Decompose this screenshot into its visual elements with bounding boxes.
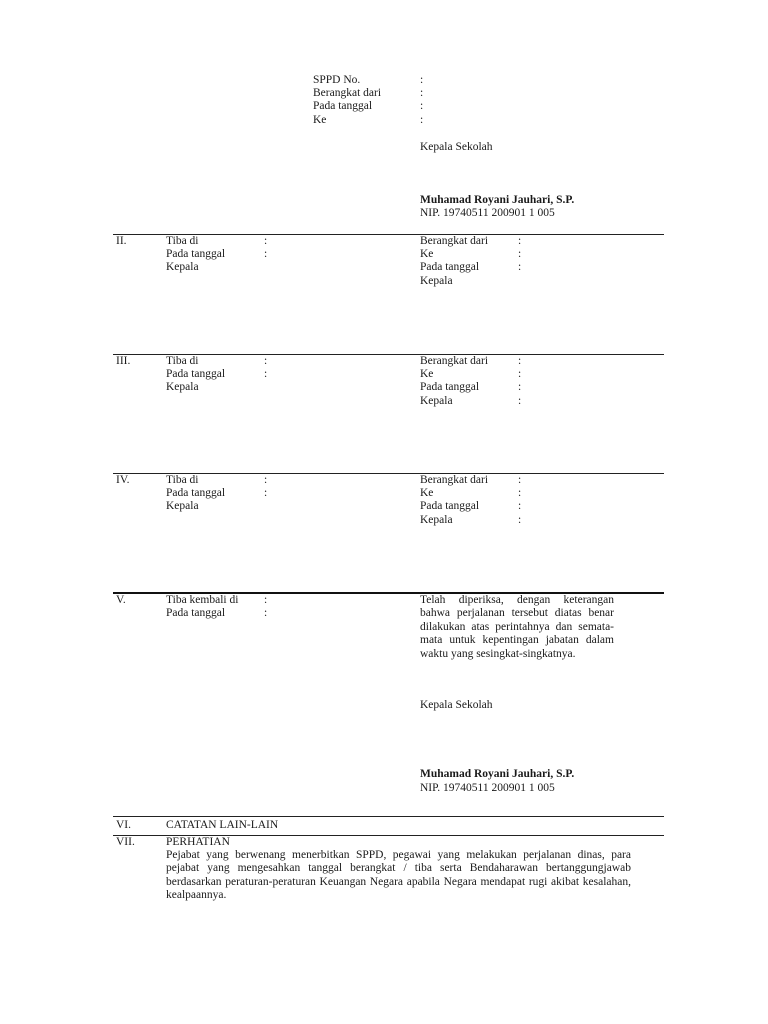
pada-tanggal-label: Pada tanggal	[166, 248, 226, 260]
ke-label: Ke	[420, 368, 434, 380]
kepala-label: Kepala	[420, 514, 453, 526]
colon: :	[264, 487, 268, 499]
colon: :	[420, 114, 424, 126]
pada-tanggal-label: Pada tanggal	[420, 500, 480, 512]
section-numeral: V.	[116, 594, 126, 606]
pada-tanggal-label: Pada tanggal	[166, 368, 226, 380]
kepala-label: Kepala	[166, 261, 199, 273]
colon: :	[518, 395, 522, 407]
sppd-no-label: SPPD No.	[313, 74, 361, 86]
colon: :	[518, 248, 522, 260]
colon: :	[264, 368, 268, 380]
signer-nip: NIP. 19740511 200901 1 005	[420, 782, 555, 794]
signer-nip: NIP. 19740511 200901 1 005	[420, 207, 555, 219]
kepala-sekolah-title: Kepala Sekolah	[420, 141, 493, 153]
colon: :	[518, 355, 522, 367]
tiba-di-label: Tiba di	[166, 355, 199, 367]
colon: :	[518, 261, 522, 273]
colon: :	[420, 87, 424, 99]
colon: :	[264, 594, 268, 606]
colon: :	[518, 474, 522, 486]
kepala-sekolah-title: Kepala Sekolah	[420, 699, 493, 711]
kepala-label: Kepala	[420, 395, 453, 407]
berangkat-dari-label: Berangkat dari	[420, 235, 489, 247]
colon: :	[264, 474, 268, 486]
colon: :	[518, 487, 522, 499]
colon: :	[264, 248, 268, 260]
section-title: PERHATIAN	[166, 836, 230, 848]
kepala-label: Kepala	[420, 275, 453, 287]
colon: :	[264, 607, 268, 619]
section-numeral: VI.	[116, 819, 132, 831]
colon: :	[420, 74, 424, 86]
tiba-di-label: Tiba di	[166, 474, 199, 486]
pada-tanggal-label: Pada tanggal	[166, 607, 226, 619]
warning-paragraph: Pejabat yang berwenang menerbitkan SPPD, pegawai yang melakukan perjalanan dinas, para pejabat yang mengesahkan tanggal berangkat / tiba serta Bendaharawan bertanggungjawab berdasarkan peraturan-peraturan Keuangan Negara apabila Negara mendapat rugi akibat kesalahan, kealpaannya.	[166, 849, 631, 902]
colon: :	[518, 368, 522, 380]
berangkat-dari-label: Berangkat dari	[420, 474, 489, 486]
section-numeral: VII.	[116, 836, 135, 848]
berangkat-dari-label: Berangkat dari	[420, 355, 489, 367]
kepala-label: Kepala	[166, 381, 199, 393]
divider-line	[113, 816, 664, 817]
berangkat-dari-label: Berangkat dari	[313, 87, 382, 99]
tiba-kembali-di-label: Tiba kembali di	[166, 594, 239, 606]
colon: :	[518, 514, 522, 526]
colon: :	[264, 235, 268, 247]
kepala-label: Kepala	[166, 500, 199, 512]
signer-name: Muhamad Royani Jauhari, S.P.	[420, 194, 575, 206]
pada-tanggal-label: Pada tanggal	[313, 100, 373, 112]
pada-tanggal-label: Pada tanggal	[420, 261, 480, 273]
pada-tanggal-label: Pada tanggal	[166, 487, 226, 499]
tiba-di-label: Tiba di	[166, 235, 199, 247]
colon: :	[518, 235, 522, 247]
section-numeral: III.	[116, 355, 131, 367]
section-title: CATATAN LAIN-LAIN	[166, 819, 279, 831]
section-numeral: IV.	[116, 474, 130, 486]
colon: :	[518, 381, 522, 393]
colon: :	[420, 100, 424, 112]
signer-name: Muhamad Royani Jauhari, S.P.	[420, 768, 575, 780]
section-numeral: II.	[116, 235, 127, 247]
ke-label: Ke	[313, 114, 327, 126]
pada-tanggal-label: Pada tanggal	[420, 381, 480, 393]
colon: :	[518, 500, 522, 512]
colon: :	[264, 355, 268, 367]
ke-label: Ke	[420, 248, 434, 260]
ke-label: Ke	[420, 487, 434, 499]
verification-statement: Telah diperiksa, dengan keterangan bahwa perjalanan tersebut diatas benar dilakukan atas perintahnya dan semata-mata untuk kepentingan jabatan dalam waktu yang sesingkat-singkatnya.	[420, 594, 614, 660]
